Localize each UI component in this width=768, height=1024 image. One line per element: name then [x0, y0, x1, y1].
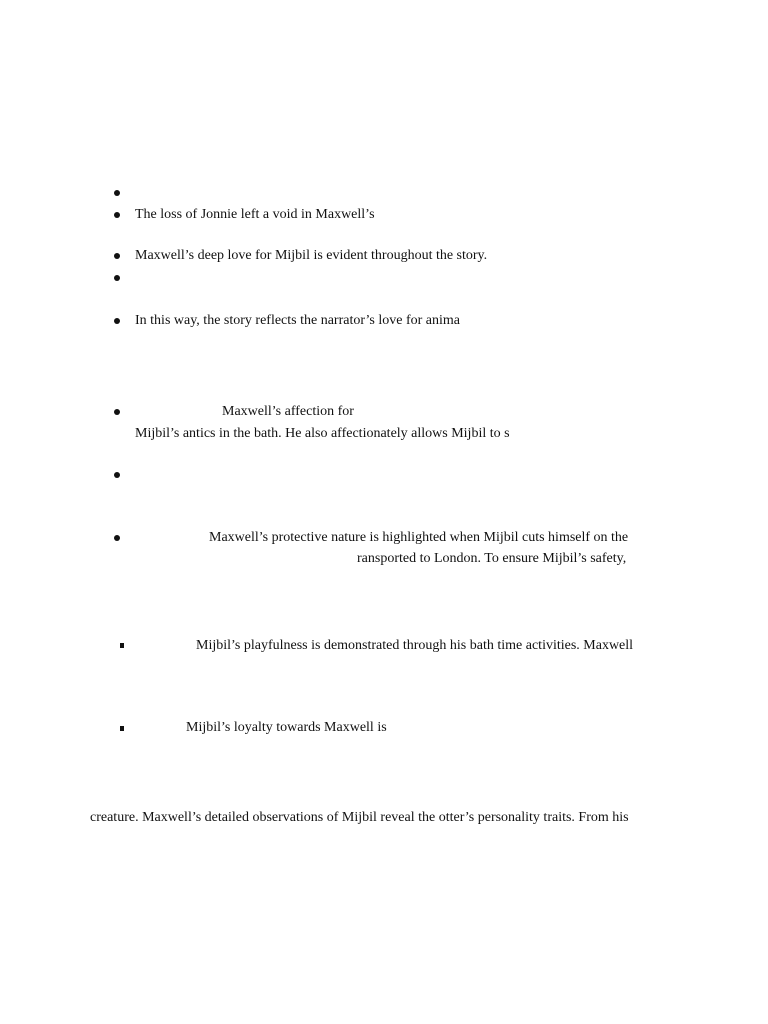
bullet-text: Maxwell’s affection for — [222, 404, 354, 419]
bullet-text-continuation: Mijbil’s antics in the bath. He also affectionately allows Mijbil to s — [135, 426, 510, 441]
bullet-text-continuation: ransported to London. To ensure Mijbil’s safety, — [357, 551, 627, 566]
bullet-dot — [114, 253, 120, 259]
bullet-dot — [114, 472, 120, 478]
bullet-dot — [114, 318, 120, 324]
bullet-text: Maxwell’s deep love for Mijbil is evident throughout the story. — [135, 248, 488, 263]
sub-bullet-square — [120, 726, 124, 731]
bullet-text: In this way, the story reflects the narrator’s love for anima — [135, 313, 461, 328]
bullet-dot — [114, 212, 120, 218]
bullet-dot — [114, 409, 120, 415]
bullet-dot — [114, 535, 120, 541]
sub-bullet-square — [120, 643, 124, 648]
bullet-dot — [114, 190, 120, 196]
sub-item-text: Mijbil’s loyalty towards Maxwell is — [186, 720, 387, 735]
bullet-text: Maxwell’s protective nature is highlighted when Mijbil cuts himself on the — [209, 530, 629, 545]
paragraph-text: creature. Maxwell’s detailed observations of Mijbil reveal the otter’s personality traits. From his — [90, 810, 629, 825]
bullet-dot — [114, 275, 120, 281]
bullet-text: The loss of Jonnie left a void in Maxwell’s — [135, 207, 375, 222]
sub-item-text: Mijbil’s playfulness is demonstrated through his bath time activities. Maxwell — [196, 638, 634, 653]
